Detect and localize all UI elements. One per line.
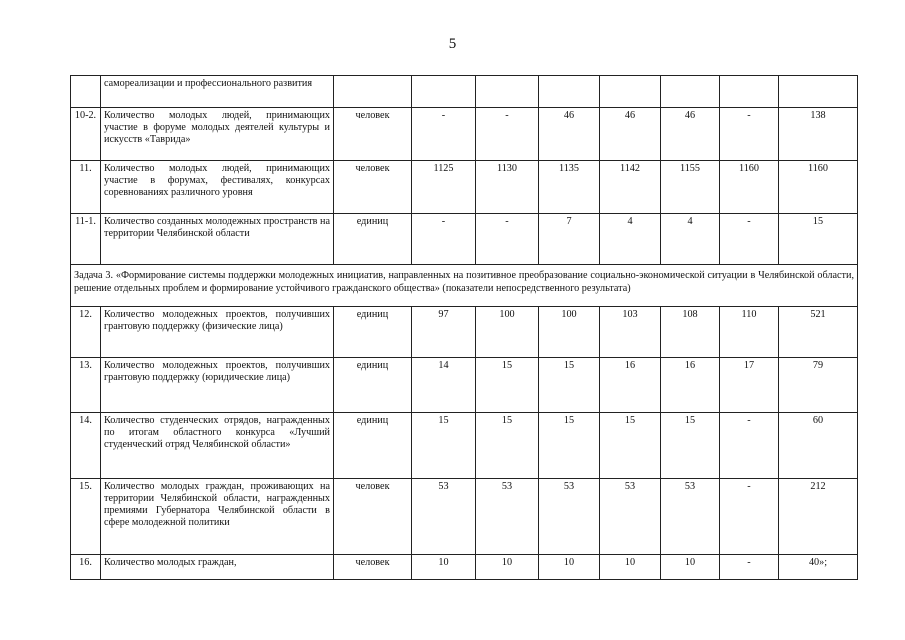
year-value: 14 (412, 358, 476, 413)
table-row (71, 76, 858, 108)
total-value: 40»; (779, 555, 858, 580)
year-value: 53 (476, 479, 539, 555)
year-value: - (720, 413, 779, 479)
year-value: - (720, 479, 779, 555)
year-value: 15 (600, 413, 661, 479)
year-value: 1135 (539, 161, 600, 214)
year-value: 46 (661, 108, 720, 161)
year-value: 15 (412, 413, 476, 479)
total-value (779, 76, 858, 108)
year-value: 46 (539, 108, 600, 161)
total-value: 521 (779, 307, 858, 358)
year-value: 16 (600, 358, 661, 413)
year-value: 10 (476, 555, 539, 580)
unit-of-measure: единиц (334, 307, 412, 358)
total-value: 138 (779, 108, 858, 161)
year-value: 97 (412, 307, 476, 358)
year-value: 1130 (476, 161, 539, 214)
row-number (71, 76, 101, 108)
year-value: 103 (600, 307, 661, 358)
indicator-name: Количество созданных молодежных пространств на территории Челябинской области (101, 214, 334, 265)
year-value: 7 (539, 214, 600, 265)
year-value: - (720, 214, 779, 265)
year-value: - (476, 108, 539, 161)
total-value: 60 (779, 413, 858, 479)
year-value: 46 (600, 108, 661, 161)
year-value: 15 (476, 413, 539, 479)
indicator-name: Количество молодежных проектов, получивших грантовую поддержку (физические лица) (101, 307, 334, 358)
indicator-name: самореализации и профессионального развития (101, 76, 334, 108)
unit-of-measure: человек (334, 479, 412, 555)
table-row (71, 555, 858, 580)
indicator-name: Количество молодых граждан, (101, 555, 334, 580)
unit-of-measure (334, 76, 412, 108)
year-value (661, 76, 720, 108)
year-value: 10 (539, 555, 600, 580)
task-header-row (71, 265, 858, 307)
year-value: 4 (600, 214, 661, 265)
year-value (476, 76, 539, 108)
indicator-name: Количество молодежных проектов, получивших грантовую поддержку (юридические лица) (101, 358, 334, 413)
unit-of-measure: единиц (334, 358, 412, 413)
year-value: 1160 (720, 161, 779, 214)
unit-of-measure: человек (334, 108, 412, 161)
row-number: 15. (71, 479, 101, 555)
unit-of-measure: человек (334, 161, 412, 214)
row-number: 13. (71, 358, 101, 413)
page-number: 5 (448, 36, 457, 52)
year-value: 17 (720, 358, 779, 413)
indicator-name: Количество молодых людей, принимающих участие в форумах, фестивалях, конкурсах соревнованиях различного уровня (101, 161, 334, 214)
indicators-table (70, 75, 858, 580)
year-value: 4 (661, 214, 720, 265)
year-value (539, 76, 600, 108)
year-value: 16 (661, 358, 720, 413)
table-row (71, 108, 858, 161)
year-value: 1155 (661, 161, 720, 214)
year-value: 53 (539, 479, 600, 555)
year-value: 15 (661, 413, 720, 479)
year-value: - (476, 214, 539, 265)
year-value: 100 (476, 307, 539, 358)
unit-of-measure: человек (334, 555, 412, 580)
year-value: 10 (661, 555, 720, 580)
unit-of-measure: единиц (334, 413, 412, 479)
indicator-name: Количество молодых людей, принимающих участие в форуме молодых деятелей культуры и искусств «Таврида» (101, 108, 334, 161)
total-value: 1160 (779, 161, 858, 214)
total-value: 15 (779, 214, 858, 265)
year-value: 110 (720, 307, 779, 358)
year-value: - (720, 108, 779, 161)
year-value: 1142 (600, 161, 661, 214)
year-value: 53 (600, 479, 661, 555)
year-value: - (720, 555, 779, 580)
row-number: 11-1. (71, 214, 101, 265)
year-value: 15 (539, 358, 600, 413)
table-row (71, 214, 858, 265)
year-value: - (412, 108, 476, 161)
table-body (71, 76, 858, 580)
table-row (71, 479, 858, 555)
row-number: 14. (71, 413, 101, 479)
year-value: 15 (476, 358, 539, 413)
table-row (71, 358, 858, 413)
row-number: 16. (71, 555, 101, 580)
row-number: 12. (71, 307, 101, 358)
table-row (71, 307, 858, 358)
total-value: 212 (779, 479, 858, 555)
year-value (412, 76, 476, 108)
year-value (720, 76, 779, 108)
year-value: 100 (539, 307, 600, 358)
year-value: 53 (412, 479, 476, 555)
year-value (600, 76, 661, 108)
row-number: 11. (71, 161, 101, 214)
table-row (71, 413, 858, 479)
row-number: 10-2. (71, 108, 101, 161)
year-value: 108 (661, 307, 720, 358)
year-value: 10 (600, 555, 661, 580)
year-value: 10 (412, 555, 476, 580)
year-value: 1125 (412, 161, 476, 214)
year-value: 53 (661, 479, 720, 555)
year-value: 15 (539, 413, 600, 479)
unit-of-measure: единиц (334, 214, 412, 265)
table-row (71, 161, 858, 214)
task-description: Задача 3. «Формирование системы поддержки молодежных инициатив, направленных на позитивное преобразование социально-экономической ситуации в Челябинской области, решение отдельных проблем и формирование устойчивого гражданского общества» (показатели непосредственного результата) (71, 265, 858, 307)
total-value: 79 (779, 358, 858, 413)
year-value: - (412, 214, 476, 265)
indicator-name: Количество молодых граждан, проживающих на территории Челябинской области, награжденных премиями Губернатора Челябинской области в сфере молодежной политики (101, 479, 334, 555)
indicator-name: Количество студенческих отрядов, награжденных по итогам областного конкурса «Лучший студенческий отряд Челябинской области» (101, 413, 334, 479)
